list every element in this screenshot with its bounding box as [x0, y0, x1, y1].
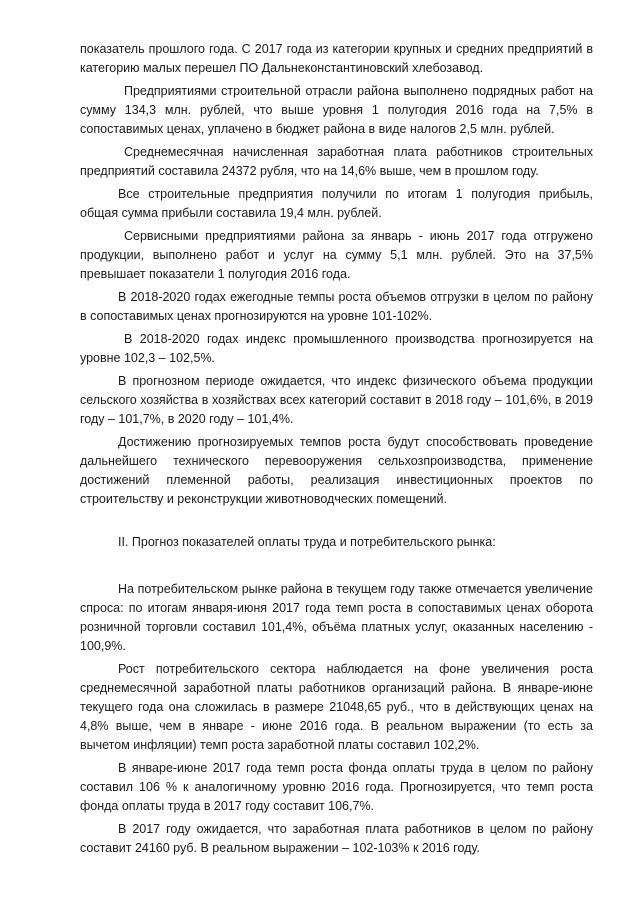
paragraph-shipment-forecast: В 2018-2020 годах ежегодные темпы роста объемов отгрузки в целом по району в сопоставимых ценах прогнозируются на уровне 101-102%.	[80, 290, 593, 323]
paragraph-payroll-fund: В январе-июне 2017 года темп роста фонда оплаты труда в целом по району составил 106 % к аналогичному уровню 2016 года. Прогнозируется, что темп роста фонда оплаты труда в 2017 году составит 106,7%.	[80, 761, 593, 813]
paragraph-continuation: показатель прошлого года. С 2017 года из категории крупных и средних предприятий в категорию малых перешел ПО Дальнеконстантиновский хлебозавод.	[80, 42, 593, 75]
paragraph-agriculture-index: В прогнозном периоде ожидается, что индекс физического объема продукции сельского хозяйства в хозяйствах всех категорий составит в 2018 году – 101,6%, в 2019 году – 101,7%, в 2020 году – 101,4%.	[80, 374, 593, 426]
paragraph-construction-salary: Среднемесячная начисленная заработная плата работников строительных предприятий составила 24372 рубля, что на 14,6% выше, чем в прошлом году.	[80, 145, 593, 178]
paragraph-consumer-market: На потребительском рынке района в текущем году также отмечается увеличение спроса: по итогам января-июня 2017 года темп роста в сопоставимых ценах оборота розничной торговли составил 101,4%, объёма платных услуг, оказанных населению - 100,9%.	[80, 582, 593, 653]
document-page	[80, 40, 593, 862]
paragraph-wage-forecast: В 2017 году ожидается, что заработная плата работников в целом по району составит 24160 руб. В реальном выражении – 102-103% к 2016 году.	[80, 822, 593, 855]
paragraph-wage-growth: Рост потребительского сектора наблюдается на фоне увеличения роста среднемесячной заработной платы работников организаций района. В январе-июне текущего года она сложилась в размере 21048,65 руб., что в действующих ценах на 4,8% выше, чем в январе - июне 2016 года. В реальном выражении (то есть за вычетом инфляции) темп роста заработной платы составил 102,2%.	[80, 662, 593, 752]
paragraph-growth-factors: Достижению прогнозируемых темпов роста будут способствовать проведение дальнейшего технического перевооружения сельхозпроизводства, применение достижений племенной работы, реализация инвестиционных проектов по строительству и реконструкции животноводческих помещений.	[80, 435, 593, 506]
paragraph-industrial-index: В 2018-2020 годах индекс промышленного производства прогнозируется на уровне 102,3 – 102,5%.	[80, 332, 593, 365]
paragraph-service-enterprises: Сервисными предприятиями района за январь - июнь 2017 года отгружено продукции, выполнено работ и услуг на сумму 5,1 млн. рублей. Это на 37,5% превышает показатели 1 полугодия 2016 года.	[80, 229, 593, 281]
paragraph-construction-works: Предприятиями строительной отрасли района выполнено подрядных работ на сумму 134,3 млн. рублей, что выше уровня 1 полугодия 2016 года на 7,5% в сопоставимых ценах, уплачено в бюджет района в виде налогов 2,5 млн. рублей.	[80, 84, 593, 136]
paragraph-construction-profit: Все строительные предприятия получили по итогам 1 полугодия прибыль, общая сумма прибыли составила 19,4 млн. рублей.	[80, 187, 593, 220]
section-heading: II. Прогноз показателей оплаты труда и потребительского рынка:	[118, 535, 496, 549]
